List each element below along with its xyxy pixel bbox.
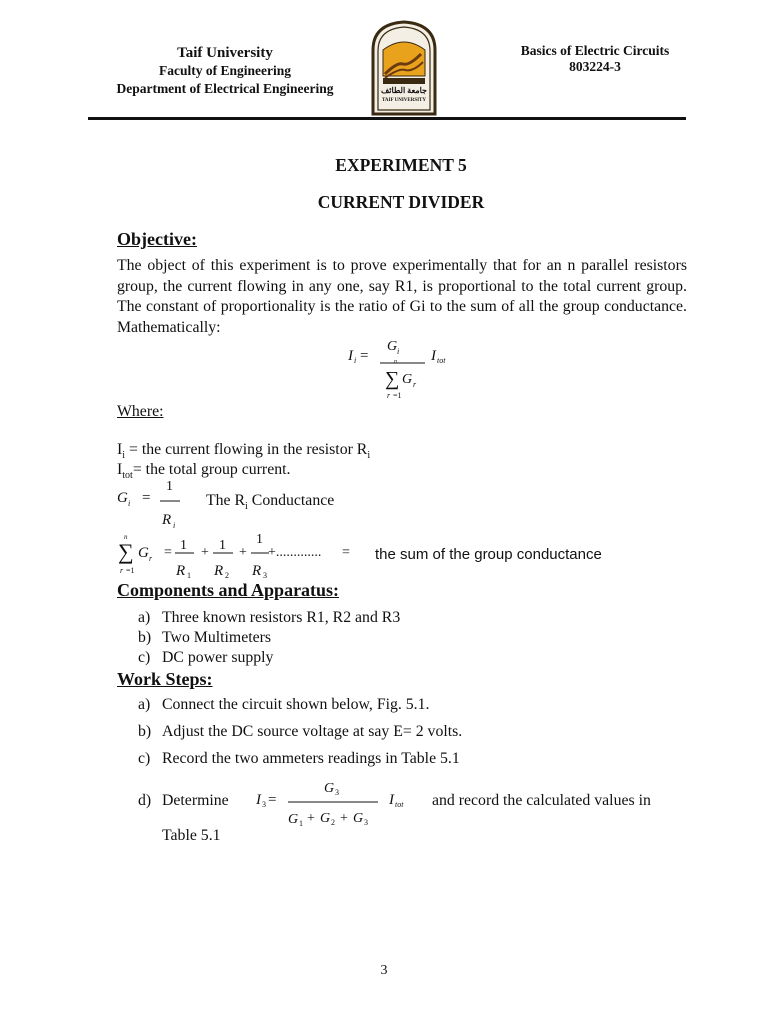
svg-text:i: i (128, 499, 131, 508)
svg-text:i: i (397, 347, 400, 356)
ii-subscript: i (122, 450, 126, 462)
svg-text:I: I (256, 792, 261, 808)
svg-text:i: i (354, 356, 357, 365)
faculty-name: Faculty of Engineering (159, 63, 291, 78)
svg-text:I: I (431, 348, 436, 364)
svg-text:=1: =1 (393, 391, 402, 400)
svg-text:∑: ∑ (385, 368, 400, 390)
page-number: 3 (380, 963, 388, 978)
list-item: c) DC power supply (138, 649, 274, 666)
svg-text:+: + (201, 545, 209, 560)
svg-text:=: = (268, 792, 277, 808)
svg-text:r: r (387, 391, 391, 400)
svg-text:G: G (324, 781, 335, 796)
header-divider (88, 117, 686, 120)
svg-text:tot: tot (395, 800, 404, 809)
university-name: Taif University (177, 45, 273, 61)
step-d-tail: and record the calculated values in (432, 792, 651, 809)
course-header (470, 43, 720, 75)
svg-text:=: = (142, 490, 151, 506)
sum-conductance-formula (112, 527, 362, 583)
svg-text:=: = (164, 545, 172, 560)
svg-text:I: I (389, 792, 394, 808)
conductance-description: The $R_i$ Conductance (206, 492, 335, 513)
svg-text:2: 2 (331, 818, 335, 827)
svg-text:+.............: +............. (268, 545, 322, 560)
svg-text:3: 3 (364, 818, 368, 827)
conductance-formula (112, 474, 192, 530)
svg-text:G: G (387, 339, 398, 354)
svg-text:G: G (402, 372, 413, 387)
svg-text:1: 1 (219, 538, 226, 553)
itot-symbol: I (117, 461, 123, 478)
svg-text:r: r (120, 566, 124, 575)
objective-heading: Objective: (117, 229, 197, 249)
logo-arabic-text: جامعة الطائف (381, 86, 427, 95)
svg-text:I: I (348, 348, 353, 364)
list-item: a) Three known resistors R1, R2 and R3 (138, 609, 401, 626)
svg-text:r: r (149, 554, 153, 563)
svg-text:3: 3 (335, 788, 339, 797)
svg-text:R: R (176, 563, 186, 579)
svg-text:+: + (340, 811, 348, 826)
svg-text:=1: =1 (126, 566, 135, 575)
course-title: Basics of Electric Circuits (520, 43, 670, 58)
svg-text:+: + (239, 545, 247, 560)
list-item: a) Connect the circuit shown below, Fig. 5.1. (138, 696, 430, 713)
svg-text:∑: ∑ (118, 539, 134, 564)
current-divider-formula (340, 333, 470, 405)
ii-definition (117, 441, 370, 461)
components-heading: Components and Apparatus: (117, 580, 340, 600)
experiment-title: EXPERIMENT 5 (335, 155, 467, 175)
department-name: Department of Electrical Engineering (116, 81, 334, 96)
svg-text:1: 1 (256, 532, 263, 547)
svg-text:G: G (288, 812, 299, 827)
university-logo (369, 20, 439, 116)
work-steps-heading: Work Steps: (117, 669, 213, 689)
ii-text: = the current flowing in the resistor R (125, 441, 368, 458)
svg-text:tot: tot (437, 356, 446, 365)
institution-header (60, 44, 390, 98)
svg-text:R: R (252, 563, 262, 579)
svg-text:1: 1 (187, 571, 191, 580)
svg-text:+: + (307, 811, 315, 826)
itot-text: = the total group current. (132, 461, 291, 478)
svg-text:G: G (138, 545, 149, 561)
svg-text:3: 3 (263, 571, 267, 580)
svg-text:1: 1 (180, 538, 187, 553)
svg-text:=: = (342, 545, 350, 560)
course-code: 803224-3 (569, 59, 621, 74)
list-item: c) Record the two ammeters readings in Table 5.1 (138, 750, 460, 767)
svg-text:G: G (117, 490, 128, 506)
svg-text:=: = (360, 348, 369, 364)
ri-subscript: i (367, 450, 371, 462)
objective-paragraph: The object of this experiment is to prove experimentally that for an n parallel resistors group, the current flowing in any one, say R1, is proportional to the total current group. The constant of proportionality is the ratio of Gi to the sum of all the group conductance. Mathematically: (117, 257, 687, 336)
svg-text:1: 1 (299, 819, 303, 828)
logo-english-text: TAIF UNIVERSITY (381, 98, 427, 103)
list-item: d) Determine (138, 792, 229, 809)
svg-text:3: 3 (262, 800, 266, 809)
svg-text:G: G (353, 811, 364, 826)
itot-subscript: tot (122, 470, 133, 482)
list-item: b) Two Multimeters (138, 629, 272, 646)
list-item: b) Adjust the DC source voltage at say E= 2 volts. (138, 723, 463, 740)
experiment-subtitle: CURRENT DIVIDER (317, 192, 485, 212)
svg-text:R: R (214, 563, 224, 579)
svg-text:1: 1 (166, 479, 173, 494)
svg-text:i: i (173, 521, 176, 530)
sum-description: the sum of the group conductance (375, 546, 602, 563)
where-label: Where: (117, 403, 164, 420)
components-list (138, 608, 400, 668)
svg-text:G: G (320, 811, 331, 826)
svg-text:n: n (394, 359, 397, 365)
svg-text:R: R (162, 512, 172, 528)
svg-text:2: 2 (225, 571, 229, 580)
i3-formula (250, 776, 420, 830)
ii-symbol: I (117, 441, 123, 458)
svg-text:n: n (124, 533, 128, 541)
step-d-continuation: Table 5.1 (162, 827, 221, 844)
svg-text:r: r (413, 380, 417, 389)
